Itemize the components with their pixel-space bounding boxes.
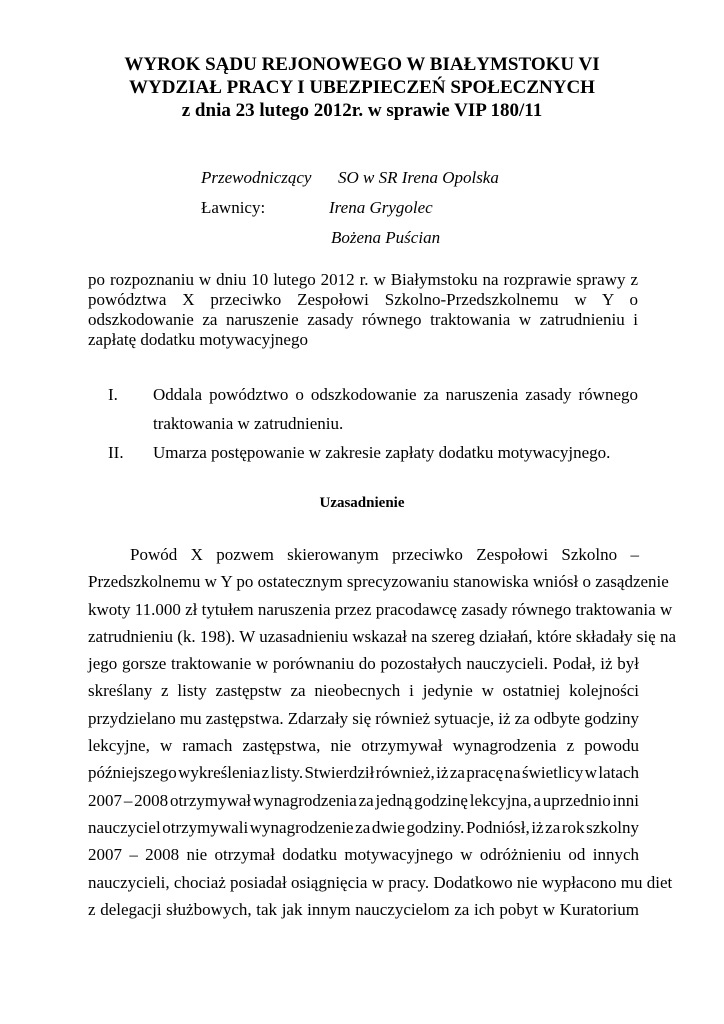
justification-heading: Uzasadnienie [319,495,405,511]
rulings-list [88,380,638,467]
ruling-number: II. [108,443,124,462]
ruling-text: traktowania w zatrudnieniu. [153,414,344,433]
text-line: po rozpoznaniu w dniu 10 lutego 2012 r. w Białymstoku na rozprawie sprawy z [88,270,638,289]
text-line: kwoty 11.000 zł tytułem naruszenia przez pracodawcę zasady równego traktowania w [88,599,673,619]
ruling-number: I. [108,385,118,404]
chair-label: Przewodniczący [201,168,312,187]
judgment-title [0,53,724,122]
text-line: zatrudnieniu (k. 198). W uzasadnieniu wskazał na szereg działań, które składały się na [88,626,677,646]
text-line: powództwa X przeciwko Zespołowi Szkolno-Przedszkolnemu w Y o [88,290,638,309]
text-line: jego gorsze traktowanie w porównaniu do pozostałych nauczycieli. Podał, iż był [88,654,639,674]
intro-paragraph [88,270,638,350]
text-line: przydzielano mu zastępstwa. Zdarzały się również sytuacje, iż za odbyte godziny [88,708,639,728]
ruling-text: Oddala powództwo o odszkodowanie za naruszenia zasady równego [153,385,638,404]
ruling-item [88,438,638,467]
text-line: nauczycieli, chociaż posiadał osiągnięcia w pracy. Dodatkowo nie wypłacono mu diet [88,872,673,892]
justification-body [88,541,677,923]
title-line: z dnia 23 lutego 2012r. w sprawie VIP 180/11 [181,100,543,121]
text-line: Powód X pozwem skierowanym przeciwko Zespołowi Szkolno – [130,545,639,564]
title-line: WYROK SĄDU REJONOWEGO W BIAŁYMSTOKU VI [124,54,600,75]
text-line: późniejszego wykreślenia z listy. Stwierdził również, iż za pracę na świetlicy w latach [88,763,639,783]
text-line: lekcyjne, w ramach zastępstwa, nie otrzymywał wynagrodzenia z powodu [88,736,639,756]
text-line: skreślany z listy zastępstw za nieobecnych i jedynie w ostatniej kolejności [88,681,639,701]
text-line: 2007 – 2008 nie otrzymał dodatku motywacyjnego w odróżnieniu od innych [88,845,639,865]
lay-judge-name: Bożena Puścian [331,228,441,247]
text-line: zapłatę dodatku motywacyjnego [88,330,308,349]
text-line: Przedszkolnemu w Y po ostatecznym sprecyzowaniu stanowiska wniósł o zasądzenie [88,572,669,592]
ruling-item [88,380,638,438]
text-line: nauczyciel otrzymywali wynagrodzenie za dwie godziny. Podniósł, iż za rok szkolny [88,817,639,837]
text-line: 2007 – 2008 otrzymywał wynagrodzenia za jedną godzinę lekcyjna, a uprzednio inni [88,790,639,810]
lay-judges-label: Ławnicy: [201,198,266,217]
text-line: odszkodowanie za naruszenie zasady równego traktowania w zatrudnieniu i [88,310,638,329]
title-line: WYDZIAŁ PRACY I UBEZPIECZEŃ SPOŁECZNYCH [129,77,595,98]
text-line: z delegacji służbowych, tak jak innym nauczycielom za ich pobyt w Kuratorium [88,899,639,919]
lay-judge-name: Irena Grygolec [329,198,433,217]
chair-name: SO w SR Irena Opolska [338,168,499,187]
ruling-text: Umarza postępowanie w zakresie zapłaty dodatku motywacyjnego. [153,443,611,462]
